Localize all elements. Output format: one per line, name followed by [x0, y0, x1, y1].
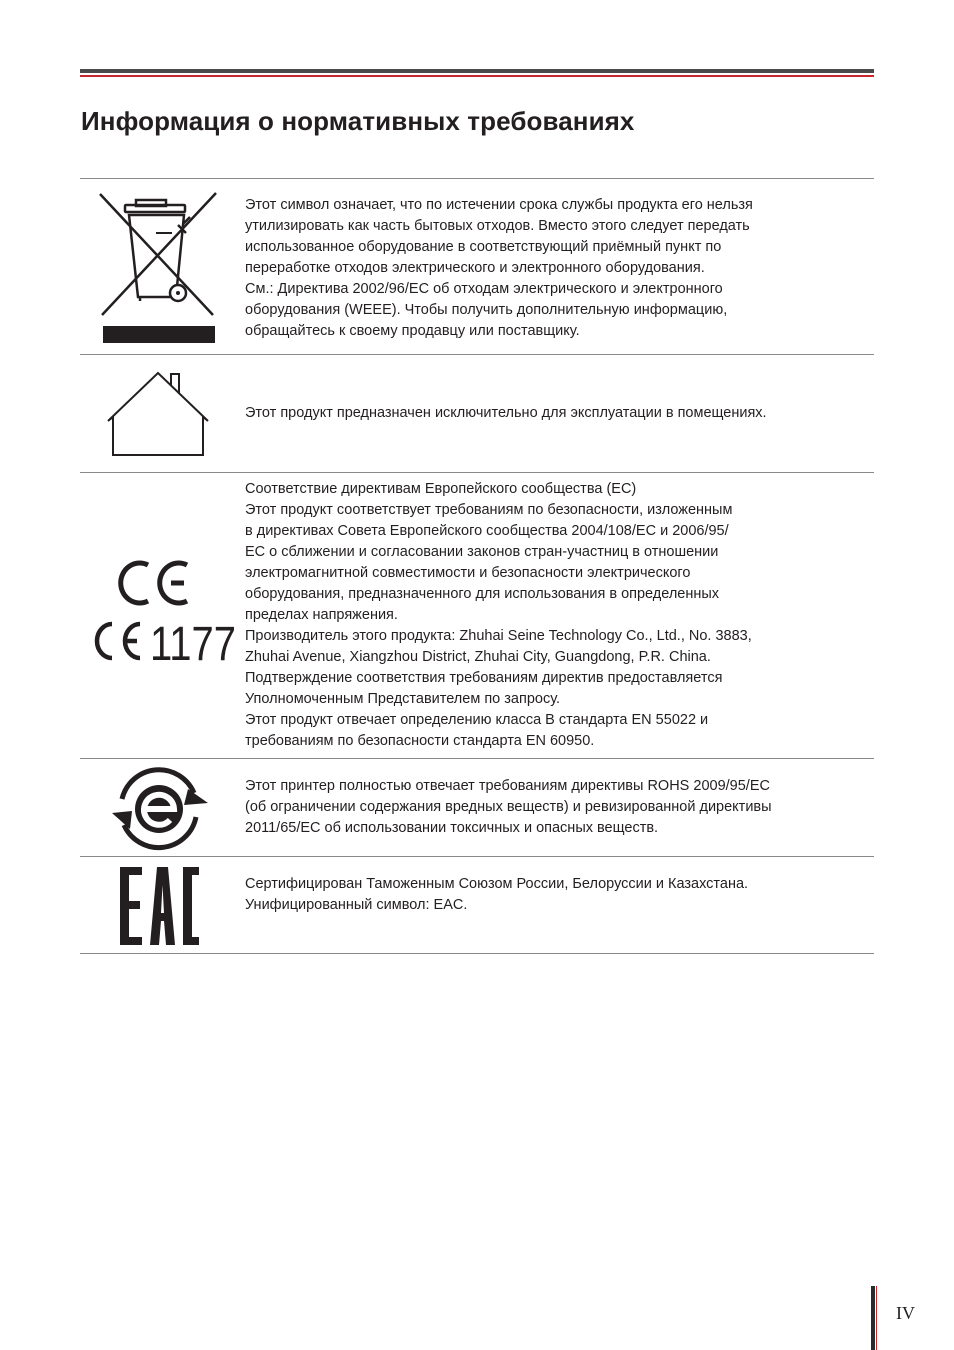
weee-text [245, 195, 870, 342]
weee-row [80, 178, 874, 354]
weee-line: оборудования (WEEE). Чтобы получить дополнительную информацию, [245, 302, 728, 318]
indoor-line: Этот продукт предназначен исключительно для эксплуатации в помещениях. [245, 405, 767, 421]
weee-line: использованное оборудование в соответствующий приёмный пункт по [245, 239, 722, 255]
rohs-line: 2011/65/EC об использовании токсичных и опасных веществ. [245, 820, 659, 836]
ce-line: пределах напряжения. [245, 607, 398, 623]
page-title: Информация о нормативных требованиях [81, 106, 635, 136]
indoor-row [80, 354, 874, 472]
eac-icon-cell [80, 857, 240, 953]
rohs-line: Этот принтер полностью отвечает требованиям директивы ROHS 2009/95/EC [245, 778, 770, 794]
ce-line: Соответствие директивам Европейского сообщества (ЕС) [245, 481, 637, 497]
ce-mark-icon [80, 473, 240, 759]
ce-line: Zhuhai Avenue, Xiangzhou District, Zhuhai City, Guangdong, P.R. China. [245, 649, 711, 665]
eac-line: Унифицированный символ: EAC. [245, 897, 468, 913]
ce-line: Этот продукт отвечает определению класса B стандарта EN 55022 и [245, 712, 709, 728]
weee-line: Этот символ означает, что по истечении срока службы продукта его нельзя [245, 197, 753, 213]
ce-line: Уполномоченным Представителем по запросу. [245, 691, 561, 707]
regulatory-table [80, 178, 874, 954]
eac-line: Сертифицирован Таможенным Союзом России, Белоруссии и Казахстана. [245, 876, 749, 892]
header-rule [80, 69, 874, 73]
header-rule-accent [80, 75, 874, 77]
page-number: IV [896, 1303, 915, 1323]
ce-line: Производитель этого продукта: Zhuhai Seine Technology Co., Ltd., No. 3883, [245, 628, 752, 644]
footer-side-rule [871, 1286, 875, 1350]
weee-line: переработке отходов электрического и электронного оборудования. [245, 260, 705, 276]
weee-line: См.: Директива 2002/96/EC об отходам электрического и электронного [245, 281, 723, 297]
eac-row [80, 856, 874, 954]
eac-mark-icon [80, 857, 240, 955]
weee-crossed-bin-icon [80, 179, 240, 355]
footer-side-rule-accent [876, 1286, 877, 1350]
ce-line: электромагнитной совместимости и безопасности электрического [245, 565, 691, 581]
ce-line: Этот продукт соответствует требованиям по безопасности, изложенным [245, 502, 733, 518]
ce-line: в директивах Совета Европейского сообщества 2004/108/EC и 2006/95/ [245, 523, 729, 539]
weee-icon-cell [80, 179, 240, 354]
indoor-text [245, 403, 870, 424]
rohs-e-recycle-icon [80, 759, 240, 857]
rohs-row [80, 758, 874, 856]
weee-line: обращайтесь к своему продавцу или поставщику. [245, 323, 580, 339]
indoor-icon-cell [80, 355, 240, 472]
eac-text [245, 874, 870, 916]
ce-line: требованиям по безопасности стандарта EN 60950. [245, 733, 595, 749]
ce-row [80, 472, 874, 758]
rohs-line: (об ограничении содержания вредных веществ) и ревизированной директивы [245, 799, 772, 815]
ce-icon-cell [80, 473, 240, 758]
indoor-house-icon [80, 355, 240, 473]
ce-line: Подтверждение соответствия требованиям директив предоставляется [245, 670, 723, 686]
ce-line: оборудования, предназначенного для использования в определенных [245, 586, 720, 602]
ce-text [245, 479, 870, 752]
ce-notified-body-number: 1177 [150, 618, 236, 671]
rohs-icon-cell [80, 759, 240, 856]
weee-line: утилизировать как часть бытовых отходов. Вместо этого следует передать [245, 218, 750, 234]
rohs-text [245, 776, 870, 839]
ce-line: EC о сближении и согласовании законов стран-участниц в отношении [245, 544, 719, 560]
